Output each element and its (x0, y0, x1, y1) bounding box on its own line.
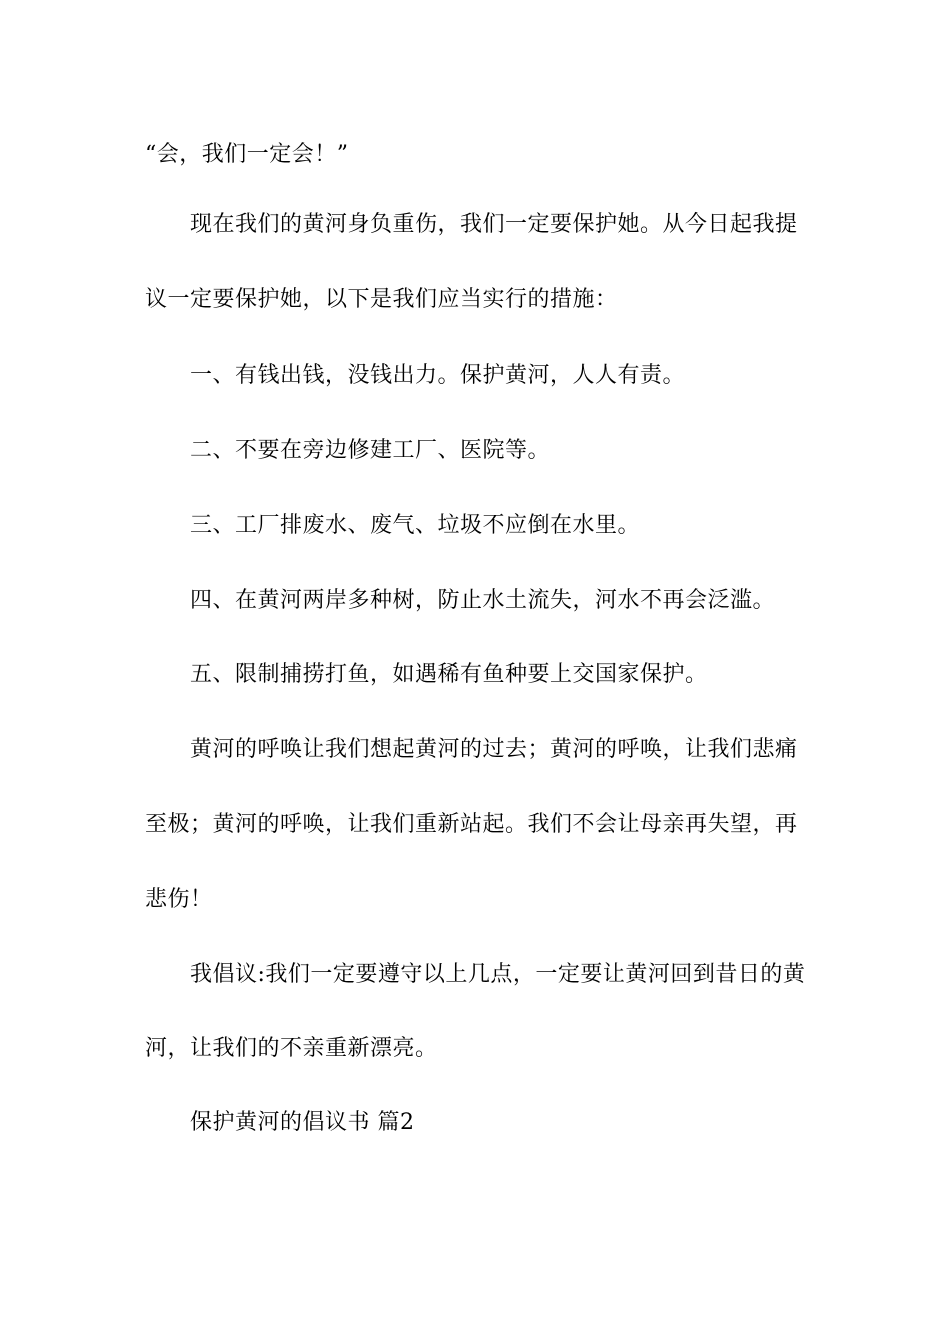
text-line-call-start: 黄河的呼唤让我们想起黄河的过去；黄河的呼唤，让我们悲痛 (190, 737, 798, 762)
section-heading: 保护黄河的倡议书 篇2 (190, 1110, 415, 1135)
text-line-measure-2: 二、不要在旁边修建工厂、医院等。 (190, 438, 551, 463)
text-line-quote: “会，我们一定会！” (145, 142, 349, 167)
text-line-paragraph-start: 现在我们的黄河身负重伤，我们一定要保护她。从今日起我提 (190, 212, 798, 237)
text-line-measure-3: 三、工厂排废水、废气、垃圾不应倒在水里。 (190, 513, 641, 538)
text-line-measure-4: 四、在黄河两岸多种树，防止水土流失，河水不再会泛滥。 (190, 588, 776, 613)
text-line-proposal-start: 我倡议:我们一定要遵守以上几点，一定要让黄河回到昔日的黄 (190, 962, 806, 987)
text-line-measure-1: 一、有钱出钱，没钱出力。保护黄河，人人有责。 (190, 363, 686, 388)
text-line-paragraph-cont: 议一定要保护她，以下是我们应当实行的措施： (145, 287, 618, 312)
text-line-call-cont: 至极；黄河的呼唤，让我们重新站起。我们不会让母亲再失望，再 (145, 812, 798, 837)
text-line-measure-5: 五、限制捕捞打鱼，如遇稀有鱼种要上交国家保护。 (190, 662, 708, 687)
text-line-call-end: 悲伤！ (145, 887, 213, 912)
text-line-proposal-end: 河，让我们的不亲重新漂亮。 (145, 1036, 438, 1061)
